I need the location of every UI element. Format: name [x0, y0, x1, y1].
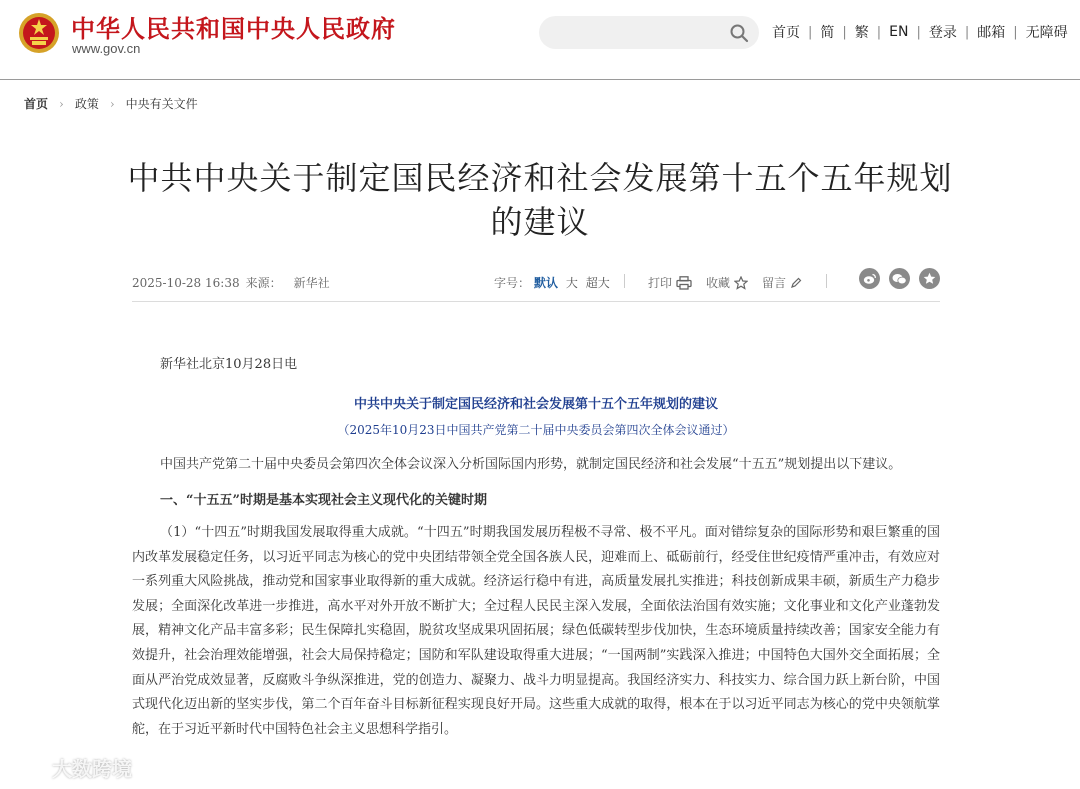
top-nav — [772, 22, 1068, 42]
divider — [624, 274, 625, 288]
watermark-logo-icon — [10, 756, 48, 780]
watermark-text: 大数跨境 — [52, 757, 132, 781]
favorite-label: 收藏 — [706, 276, 731, 290]
page-title: 中共中央关于制定国民经济和社会发展第十五个五年规划的建议 — [127, 159, 953, 241]
breadcrumb — [24, 95, 198, 112]
nav-login[interactable]: 登录 — [928, 25, 957, 41]
watermark — [10, 753, 132, 782]
print-label: 打印 — [648, 276, 673, 290]
document-title: 中共中央关于制定国民经济和社会发展第十五个五年规划的建议 — [353, 397, 718, 412]
nav-traditional[interactable]: 繁 — [854, 25, 869, 41]
breadcrumb-home[interactable]: 首页 — [24, 97, 49, 111]
font-size-label: 字号： — [494, 276, 531, 290]
site-header — [0, 0, 1080, 80]
divider — [826, 274, 827, 288]
print-button[interactable] — [648, 274, 692, 291]
nav-separator: | — [808, 24, 813, 40]
site-url[interactable]: www.gov.cn — [72, 41, 141, 56]
nav-separator: | — [964, 24, 970, 40]
dateline: 新华社北京10月28日电 — [160, 357, 298, 372]
comment-label: 留言 — [762, 276, 787, 290]
document-adoption-note: （2025年10月23日中国共产党第二十届中央委员会第四次全体会议通过） — [337, 423, 735, 437]
chevron-right-icon: › — [59, 96, 64, 111]
breadcrumb-policy[interactable]: 政策 — [74, 97, 99, 111]
body-paragraph: （1）“十四五”时期我国发展取得重大成就。“十四五”时期我国发展历程极不寻常、极不平凡。面对错综复杂的国际形势和艰巨繁重的国内改革发展稳定任务，以习近平同志为核心的党中央团结带领全党全国各族人民，迎难而上、砥砺前行，经受住世纪疫情严重冲击，有效应对一系列重大风险挑战，推动党和国家事业取得新的重大成就。经济运行稳中有进，高质量发展扎实推进；科技创新成果丰硕，新质生产力稳步发展；全面深化改革进一步推进，高水平对外开放不断扩大；全过程人民民主深入发展，全面依法治国有效实施；文化事业和文化产业蓬勃发展，精神文化产品丰富多彩；民生保障扎实稳固，脱贫攻坚成果巩固拓展；绿色低碳转型步伐加快，生态环境质量持续改善；国家安全能力有效提升，社会治理效能增强，社会大局保持稳定；国防和军队建设取得重大进展；“一国两制”实践深入推进；中国特色大国外交全面拓展；全面从严治党成效显著，反腐败斗争纵深推进，党的创造力、凝聚力、战斗力明显提高。我国经济实力、科技实力、综合国力跃上新台阶，中国式现代化迈出新的坚实步伐，第二个百年奋斗目标新征程实现良好开局。这些重大成就的取得，根本在于以习近平同志为核心的党中央领航掌舵，在于习近平新时代中国特色社会主义思想科学指引。 — [132, 525, 940, 737]
nav-home[interactable]: 首页 — [772, 25, 800, 41]
font-size-selector — [494, 274, 610, 291]
article-body — [132, 344, 940, 742]
star-icon — [734, 276, 748, 290]
source-name: 新华社 — [293, 276, 330, 290]
national-emblem-icon[interactable] — [18, 12, 60, 54]
nav-english[interactable]: EN — [889, 24, 909, 40]
nav-separator: | — [842, 24, 847, 40]
share-bar — [850, 268, 940, 289]
site-name[interactable]: 中华人民共和国中央人民政府 — [71, 15, 396, 43]
pencil-icon — [790, 277, 802, 289]
weibo-icon[interactable] — [859, 268, 880, 289]
wechat-icon[interactable] — [889, 268, 910, 289]
printer-icon — [676, 276, 692, 290]
nav-separator: | — [916, 24, 921, 40]
section-heading: 一、“十五五”时期是基本实现社会主义现代化的关键时期 — [160, 493, 487, 508]
breadcrumb-central-docs[interactable]: 中央有关文件 — [125, 97, 198, 111]
font-size-default[interactable]: 默认 — [534, 276, 559, 290]
nav-separator: | — [876, 24, 882, 40]
nav-separator: | — [1013, 24, 1018, 40]
font-size-large[interactable]: 大 — [565, 276, 578, 290]
nav-mail[interactable]: 邮箱 — [977, 25, 1006, 41]
publish-info — [132, 274, 336, 291]
font-size-xlarge[interactable]: 超大 — [585, 276, 610, 290]
chevron-right-icon: › — [109, 96, 115, 111]
source-label: 来源： — [245, 276, 282, 290]
qzone-icon[interactable] — [919, 268, 940, 289]
article-meta-bar — [132, 268, 940, 302]
favorite-button[interactable] — [706, 274, 748, 291]
search-input[interactable] — [539, 16, 759, 49]
nav-accessibility[interactable]: 无障碍 — [1025, 25, 1068, 41]
intro-paragraph: 中国共产党第二十届中央委员会第四次全体会议深入分析国际国内形势，就制定国民经济和社会发展“十五五”规划提出以下建议。 — [160, 457, 902, 472]
article-tools — [648, 274, 816, 291]
publish-datetime: 2025-10-28 16:38 — [132, 276, 240, 290]
nav-simplified[interactable]: 简 — [820, 25, 835, 41]
comment-button[interactable] — [762, 274, 802, 291]
search-icon[interactable] — [729, 23, 749, 43]
